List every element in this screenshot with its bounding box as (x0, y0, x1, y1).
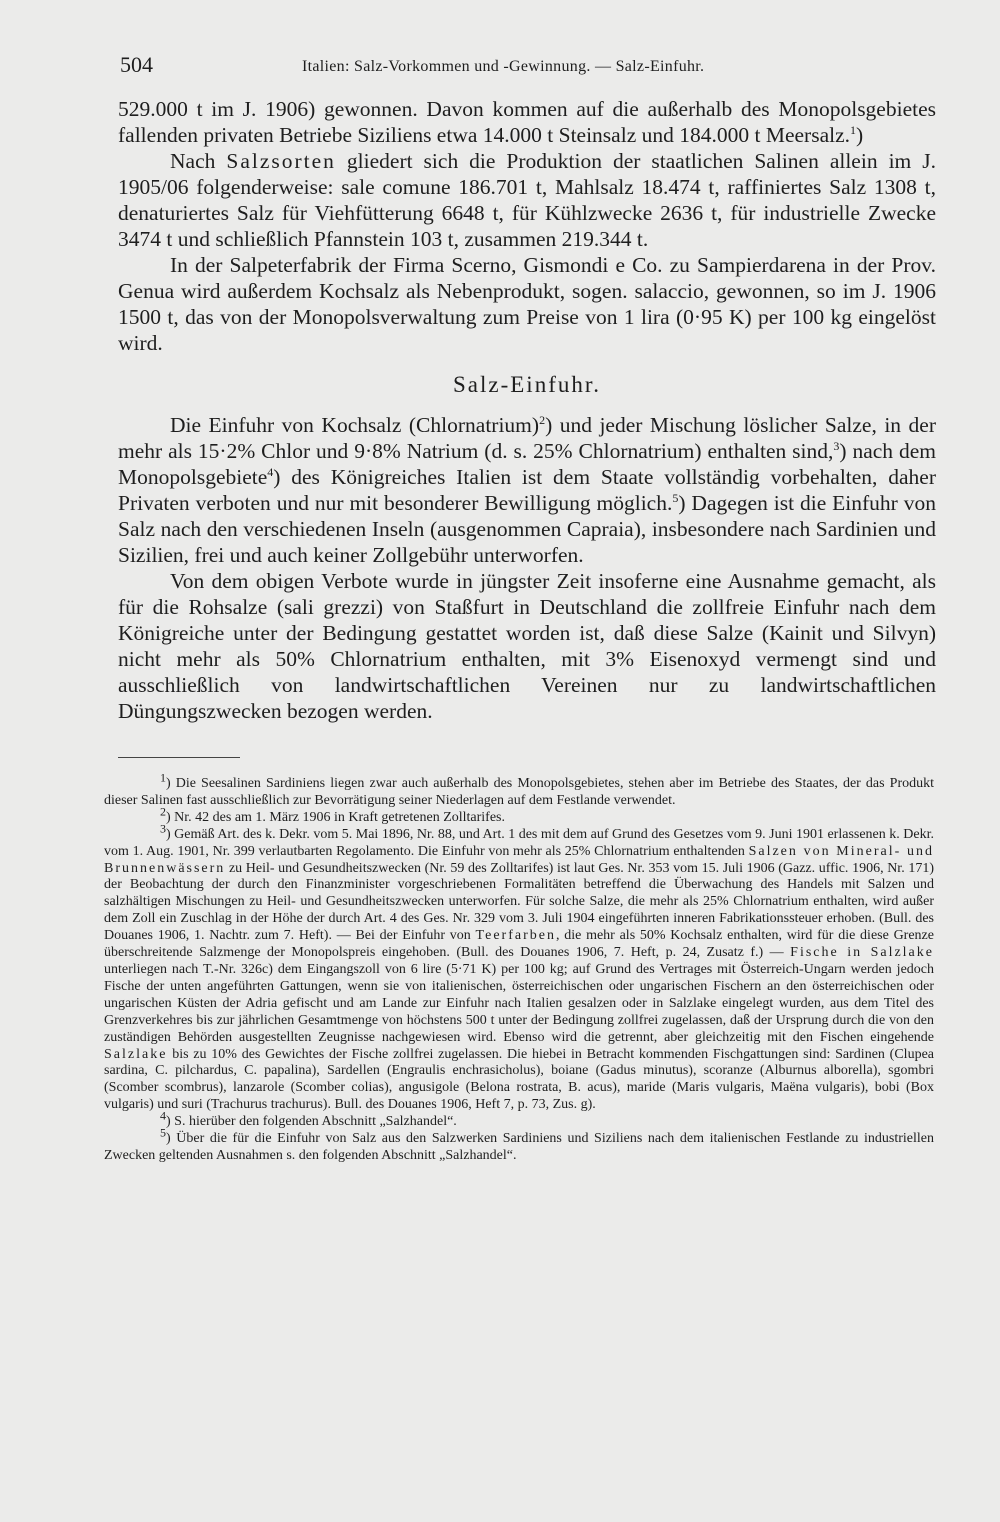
paragraph-saltpeter-factory: In der Salpeterfabrik der Firma Scerno, Gismondi e Co. zu Sampierdarena in der Prov. Genua wird außerdem Kochsalz als Nebenprodukt, sogen. salaccio, gewonnen, so im J. 1906 1500 t, das von der Monopolsverwaltung zum Preise von 1 lira (0·95 K) per 100 kg eingelöst wird. (118, 253, 936, 355)
paragraph-text: ) Dagegen ist die Einfuhr von Salz nach den verschiedenen Inseln (ausgenommen Capraia), insbesondere nach Sardinien und Sizilien, frei und auch keiner Zollgebühr unterworfen. (118, 491, 937, 567)
page-header (120, 52, 940, 82)
emphasis-text: Salzsorten (226, 149, 336, 173)
paragraph-salt-types (118, 148, 936, 252)
paragraph-text: ) (856, 123, 864, 147)
footnote-text: ) Die Seesalinen Sardiniens liegen zwar auch außerhalb des Monopolsgebietes, stehen aber im Betriebe des Staates, der das Produkt dieser Salinen fast ausschließlich zur Bevorrätigung seiner Niederlagen auf dem Festlande verwendet. (104, 776, 934, 808)
paragraph-text: 529.000 t im J. 1906) gewonnen. Davon kommen auf die außerhalb des Monopolsgebietes fallenden privaten Betriebe Siziliens etwa 14.000 t Steinsalz und 184.000 t Meersalz. (118, 97, 936, 147)
emphasis-text: Salzlake (104, 1046, 168, 1062)
footnote-text: ) Über die für die Einfuhr von Salz aus den Salzwerken Sardiniens und Siziliens nach dem italienischen Festlande zu industriellen Zwecken geltenden Ausnahmen s. den folgenden Abschnitt „Salzhandel“. (104, 1131, 934, 1163)
footnote-3 (104, 821, 934, 1114)
footnote-ref[interactable]: 4 (267, 464, 274, 479)
paragraph-text: ) nach dem Monopolsgebiete (118, 439, 937, 489)
running-title: Italien: Salz-Vorkommen und -Gewinnung. — Salz-Einfuhr. (302, 58, 705, 75)
footnote-text: ) Gemäß Art. des k. Dekr. vom 5. Mai 1896, Nr. 88, und Art. 1 des mit dem auf Grund des Gesetzes vom 9. Juni 1901 erlassenen k. Dekr. vom 1. Aug. 1901, Nr. 399 verlautbarten Regolamento. Die Einfuhr von mehr als 25% Chlornatrium enthaltenden (104, 826, 934, 859)
footnote-number: 1 (160, 770, 166, 785)
footnotes (104, 770, 934, 1165)
section-heading: Salz-Einfuhr. (453, 372, 601, 397)
paragraph-exception: Von dem obigen Verbote wurde in jüngster Zeit insoferne eine Ausnahme gemacht, als für die Rohsalze (sali grezzi) von Staßfurt in Deutschland die zollfreie Einfuhr nach dem Königreiche unter der Bedingung gestattet worden ist, daß diese Salze (Kainit und Silvyn) nicht mehr als 50% Chlornatrium enthalten, mit 3% Eisenoxyd vermengt sind und ausschließlich von landwirtschaftlichen Vereinen nur zu landwirtschaftlichen Düngungszwecken bezogen werden. (118, 569, 936, 723)
footnote-1 (104, 770, 934, 810)
footnote-number: 5 (160, 1125, 166, 1140)
footnote-text: zu Heil- und Gesundheitszwecken (Nr. 59 des Zolltarifes) ist laut Ges. Nr. 353 vom 15. Juli 1906 (Gazz. uffic. 1906, Nr. 171) der Beobachtung der durch den Finanzminister vorgeschriebenen Formalitäten betreffend die Überwachung des Handels mit Salzen und salzhältigen Mischungen zu Heil- und Gesundheitszwecken unterworfen. Für solche Salze, die mehr als 25% Chlornatrium enthalten, wird außer dem Zoll ein Zuschlag in der Höhe der durch Art. 4 des Ges. Nr. 329 vom 3. Juli 1904 eingeführten inneren Fabrikationssteuer erhoben. (Bull. des Douanes 1906, 1. Nachtr. zum 7. Heft). — Bei der Einfuhr von (104, 860, 934, 944)
paragraph-import-rules (118, 412, 936, 568)
footnote-divider (118, 757, 240, 758)
footnote-text: , die mehr als 50% Kochsalz enthalten, wird für die diese Grenze überschreitende Salzmenge der Monopolspreis eingehoben. (Bull. des Douanes 1906, 7. Heft, p. 24, Zusatz f.) — (104, 928, 934, 961)
footnote-text: bis zu 10% des Gewichtes der Fische zollfrei zugelassen. Die hiebei in Betracht kommenden Fischgattungen sind: Sardinen (Clupea sardina, C. pilchardus, C. papalina), Sardellen (Engraulis enchrasicholus), boiane (Gadus minutus), scoranze (Alburnus alborella), sgombri (Scomber scombrus), lanzarole (Scomber colias), angusigole (Belona rostrata, B. acus), maride (Maris vulgaris, Maëna vulgaris), bobi (Box vulgaris) und suri (Trachurus trachurus). Bull. des Douanes 1906, Heft 7, p. 73, Zus. g). (104, 1046, 934, 1113)
emphasis-text: Teerfarben (475, 928, 556, 944)
footnote-text: unterliegen nach T.-Nr. 326c) dem Eingangszoll von 6 lire (5·71 K) per 100 kg; auf Grund des Vertrages mit Österreich-Ungarn werden jedoch Fische der unten angeführten Gattungen, wenn sie von italienischen, österreichischen oder ungarischen Fischern an den österreichischen oder ungarischen Küsten der Adria gefischt und am Lande zur Einfuhr nach Italien gesalzen oder in Salzlake eingelegt wurden, aus dem Titel des Grenzverkehres bis zur jährlichen Gesamtmenge von höchstens 500 t unter der Bedingung zollfrei zugelassen, daß der Ursprung durch die von den zuständigen Behörden ausgestellten Zeugnisse nachgewiesen wird. Ebenso wird die getrennt, aber gleichzeitig mit den Fischen eingehende (104, 961, 934, 1045)
footnote-2 (104, 804, 934, 827)
footnote-number: 2 (160, 804, 166, 819)
paragraph-text: ) und jeder Mischung löslicher Salze, in der mehr als 15·2% Chlor und 9·8% Natrium (d. s. 25% Chlornatrium) enthalten sind, (118, 413, 936, 463)
footnote-5 (104, 1125, 934, 1165)
footnote-text: ) S. hierüber den folgenden Abschnitt „Salzhandel“. (166, 1114, 457, 1130)
emphasis-text: Fische in Salzlake (790, 945, 934, 961)
paragraph-text: ) des Königreiches Italien ist dem Staate vollständig vorbehalten, daher Privaten verboten und nur mit besonderer Bewilligung möglich. (118, 465, 936, 515)
footnote-number: 4 (160, 1108, 166, 1123)
paragraph-text: Nach (170, 149, 227, 173)
footnote-ref[interactable]: 2 (539, 412, 546, 427)
paragraph-text: gliedert sich die Produktion der staatlichen Salinen allein im J. 1905/06 folgenderweise: sale comune 186.701 t, Mahlsalz 18.474 t, raffiniertes Salz 1308 t, denaturiertes Salz für Viehfütterung 6648 t, für Kühlzwecke 2636 t, für industrielle Zwecke 3474 t und schließlich Pfannstein 103 t, zusammen 219.344 t. (118, 149, 936, 251)
footnote-ref[interactable]: 3 (833, 438, 840, 453)
page-number: 504 (120, 52, 153, 77)
footnote-4 (104, 1108, 934, 1131)
paragraph-text: Die Einfuhr von Kochsalz (Chlornatrium) (170, 413, 540, 437)
footnote-text: ) Nr. 42 des am 1. März 1906 in Kraft getretenen Zolltarifes. (166, 809, 506, 825)
paragraph-production (118, 96, 936, 148)
emphasis-text: Salzen von Mineral- und Brunnenwässern (104, 843, 934, 876)
main-text (118, 96, 936, 724)
footnote-ref[interactable]: 1 (850, 122, 856, 137)
footnote-number: 3 (160, 821, 166, 836)
footnote-ref[interactable]: 5 (672, 490, 679, 505)
